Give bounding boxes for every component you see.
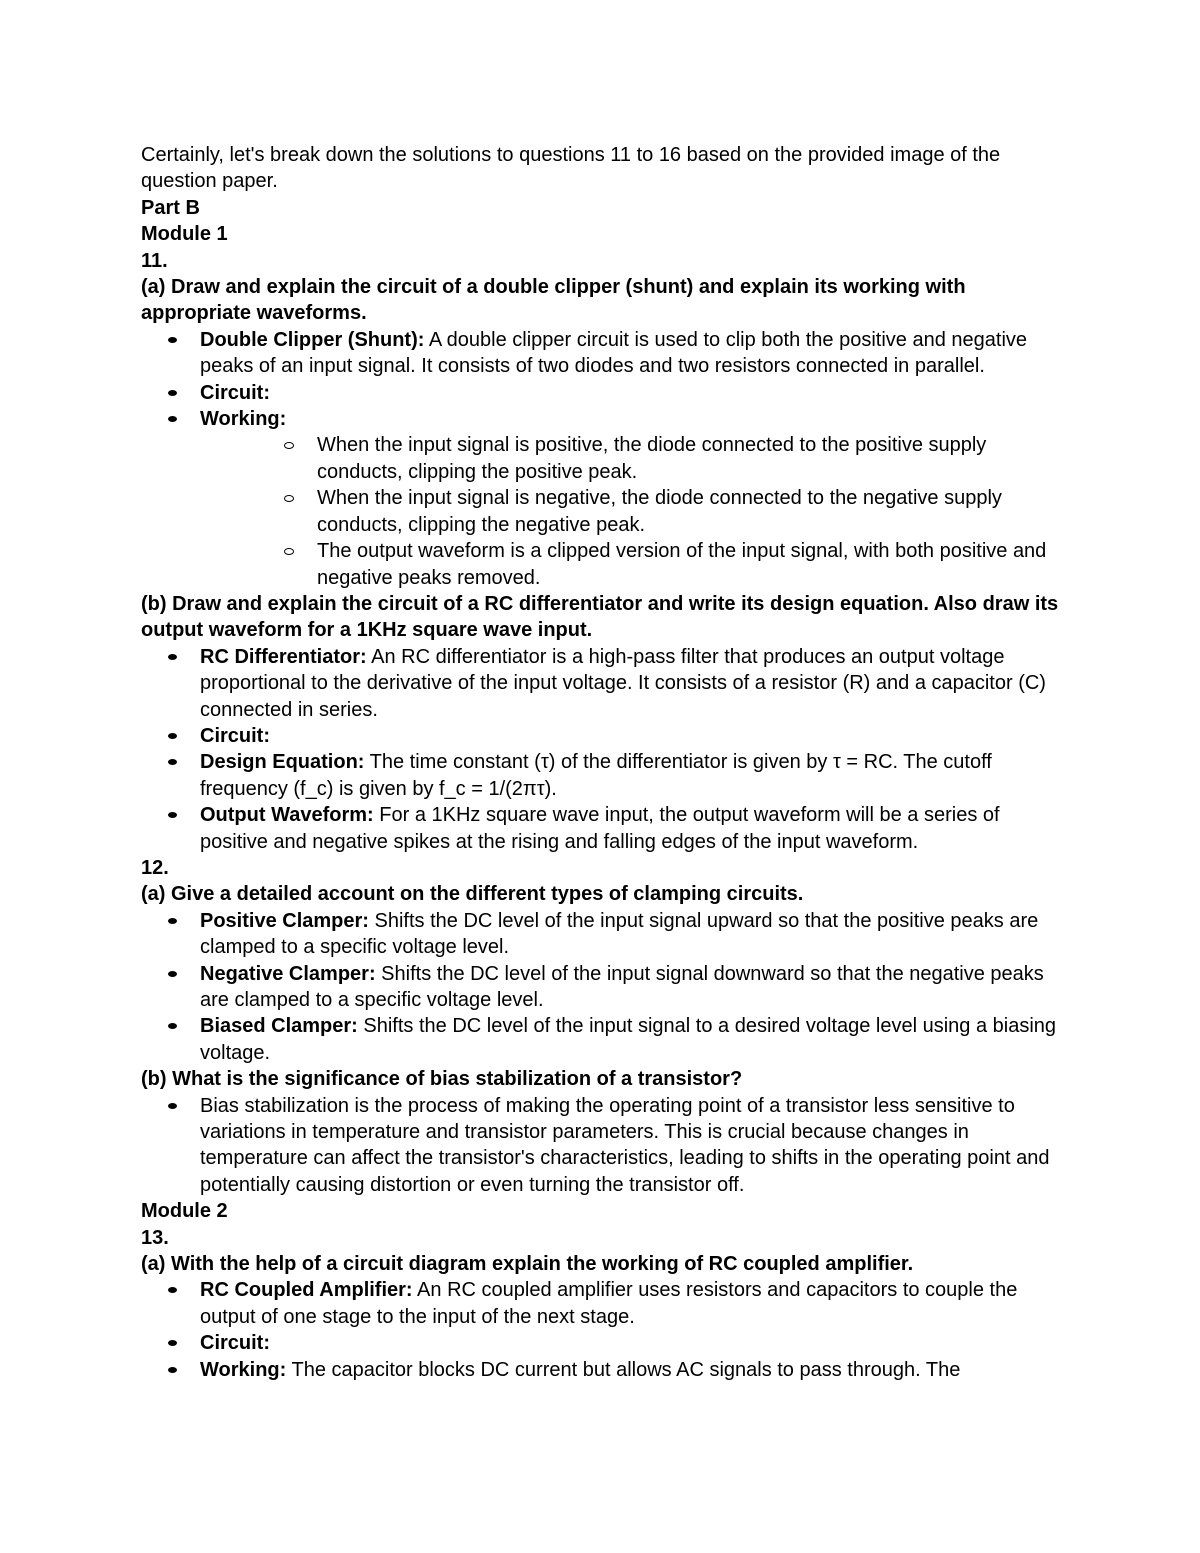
list-item [141, 406, 1066, 591]
list-item [141, 723, 1066, 749]
item-text: An RC differentiator is a high-pass filter that produces an output voltage proportional to the derivative of the input voltage. It consists of a resistor (R) and a capacitor (C) connected in series. [200, 645, 1046, 721]
list-item [141, 908, 1066, 961]
question-text: (b) Draw and explain the circuit of a RC differentiator and write its design equation. Also draw its output waveform for a 1KHz square wave input. [141, 592, 1059, 642]
item-label: Output Waveform: [200, 804, 374, 827]
item-label: Working: [200, 1358, 287, 1381]
question-text: (a) Give a detailed account on the different types of clamping circuits. [141, 883, 804, 906]
question-number: 13. [141, 1226, 169, 1249]
item-text: A double clipper circuit is used to clip both the positive and negative peaks of an input signal. It consists of two diodes and two resistors connected in parallel. [200, 328, 1028, 378]
list-item [141, 1277, 1066, 1330]
question-text: (a) Draw and explain the circuit of a double clipper (shunt) and explain its working with appropriate waveforms. [141, 276, 966, 325]
item-label: Negative Clamper: [200, 962, 376, 985]
item-label: RC Coupled Amplifier: [200, 1279, 413, 1302]
item-label: Circuit: [200, 724, 270, 747]
list-item [141, 327, 1066, 380]
item-label: RC Differentiator: [200, 645, 367, 668]
bullet-list [141, 1093, 1066, 1199]
item-text: Shifts the DC level of the input signal upward so that the positive peaks are clamped to a specific voltage level. [200, 909, 1039, 959]
item-text: Bias stabilization is the process of making the operating point of a transistor less sensitive to variations in temperature and transistor parameters. This is crucial because changes in temperature can affect the transistor's characteristics, leading to shifts in the operating point and potentially causing distortion or even turning the transistor off. [200, 1094, 1050, 1196]
list-item [141, 1013, 1066, 1066]
list-item [141, 1330, 1066, 1356]
sub-list-item: When the input signal is positive, the diode connected to the positive supply conducts, clipping the positive peak. [200, 432, 1066, 485]
question-text: (a) With the help of a circuit diagram explain the working of RC coupled amplifier. [141, 1253, 914, 1276]
list-item [141, 961, 1066, 1014]
list-item [141, 802, 1066, 855]
list-item [141, 644, 1066, 723]
bullet-list [141, 644, 1066, 855]
item-label: Circuit: [200, 1332, 270, 1355]
question-number: 11. [141, 249, 168, 272]
document-body [141, 142, 1066, 1383]
item-label: Double Clipper (Shunt): [200, 328, 425, 351]
part-heading: Part B [141, 196, 200, 219]
item-label: Design Equation: [200, 751, 365, 774]
list-item [141, 749, 1066, 802]
list-item [141, 380, 1066, 406]
item-text: An RC coupled amplifier uses resistors and capacitors to couple the output of one stage to the input of the next stage. [200, 1279, 1018, 1328]
sub-bullet-list [200, 432, 1066, 590]
question-number: 12. [141, 856, 169, 879]
bullet-list [141, 1277, 1066, 1383]
item-label: Circuit: [200, 381, 270, 404]
module-heading: Module 1 [141, 223, 228, 246]
item-label: Positive Clamper: [200, 909, 369, 932]
item-text: Shifts the DC level of the input signal to a desired voltage level using a biasing voltage. [200, 1015, 1057, 1064]
item-text: The time constant (τ) of the differentiator is given by τ = RC. The cutoff frequency (f_c) is given by f_c = 1/(2πτ). [200, 751, 992, 800]
item-label: Biased Clamper: [200, 1015, 358, 1038]
intro-paragraph: Certainly, let's break down the solutions to questions 11 to 16 based on the provided image of the question paper. [141, 144, 1001, 193]
bullet-list [141, 327, 1066, 591]
item-text: For a 1KHz square wave input, the output waveform will be a series of positive and negative spikes at the rising and falling edges of the input waveform. [200, 804, 1000, 853]
item-text: Shifts the DC level of the input signal downward so that the negative peaks are clamped to a specific voltage level. [200, 962, 1044, 1011]
sub-list-item: When the input signal is negative, the diode connected to the negative supply conducts, clipping the negative peak. [200, 485, 1066, 538]
item-label: Working: [200, 408, 287, 431]
module-heading: Module 2 [141, 1200, 228, 1223]
question-text: (b) What is the significance of bias stabilization of a transistor? [141, 1068, 743, 1091]
item-text: The capacitor blocks DC current but allows AC signals to pass through. The [286, 1358, 961, 1381]
sub-list-item: The output waveform is a clipped version of the input signal, with both positive and negative peaks removed. [200, 538, 1066, 591]
list-item [141, 1093, 1066, 1199]
list-item [141, 1357, 1066, 1383]
bullet-list [141, 908, 1066, 1066]
